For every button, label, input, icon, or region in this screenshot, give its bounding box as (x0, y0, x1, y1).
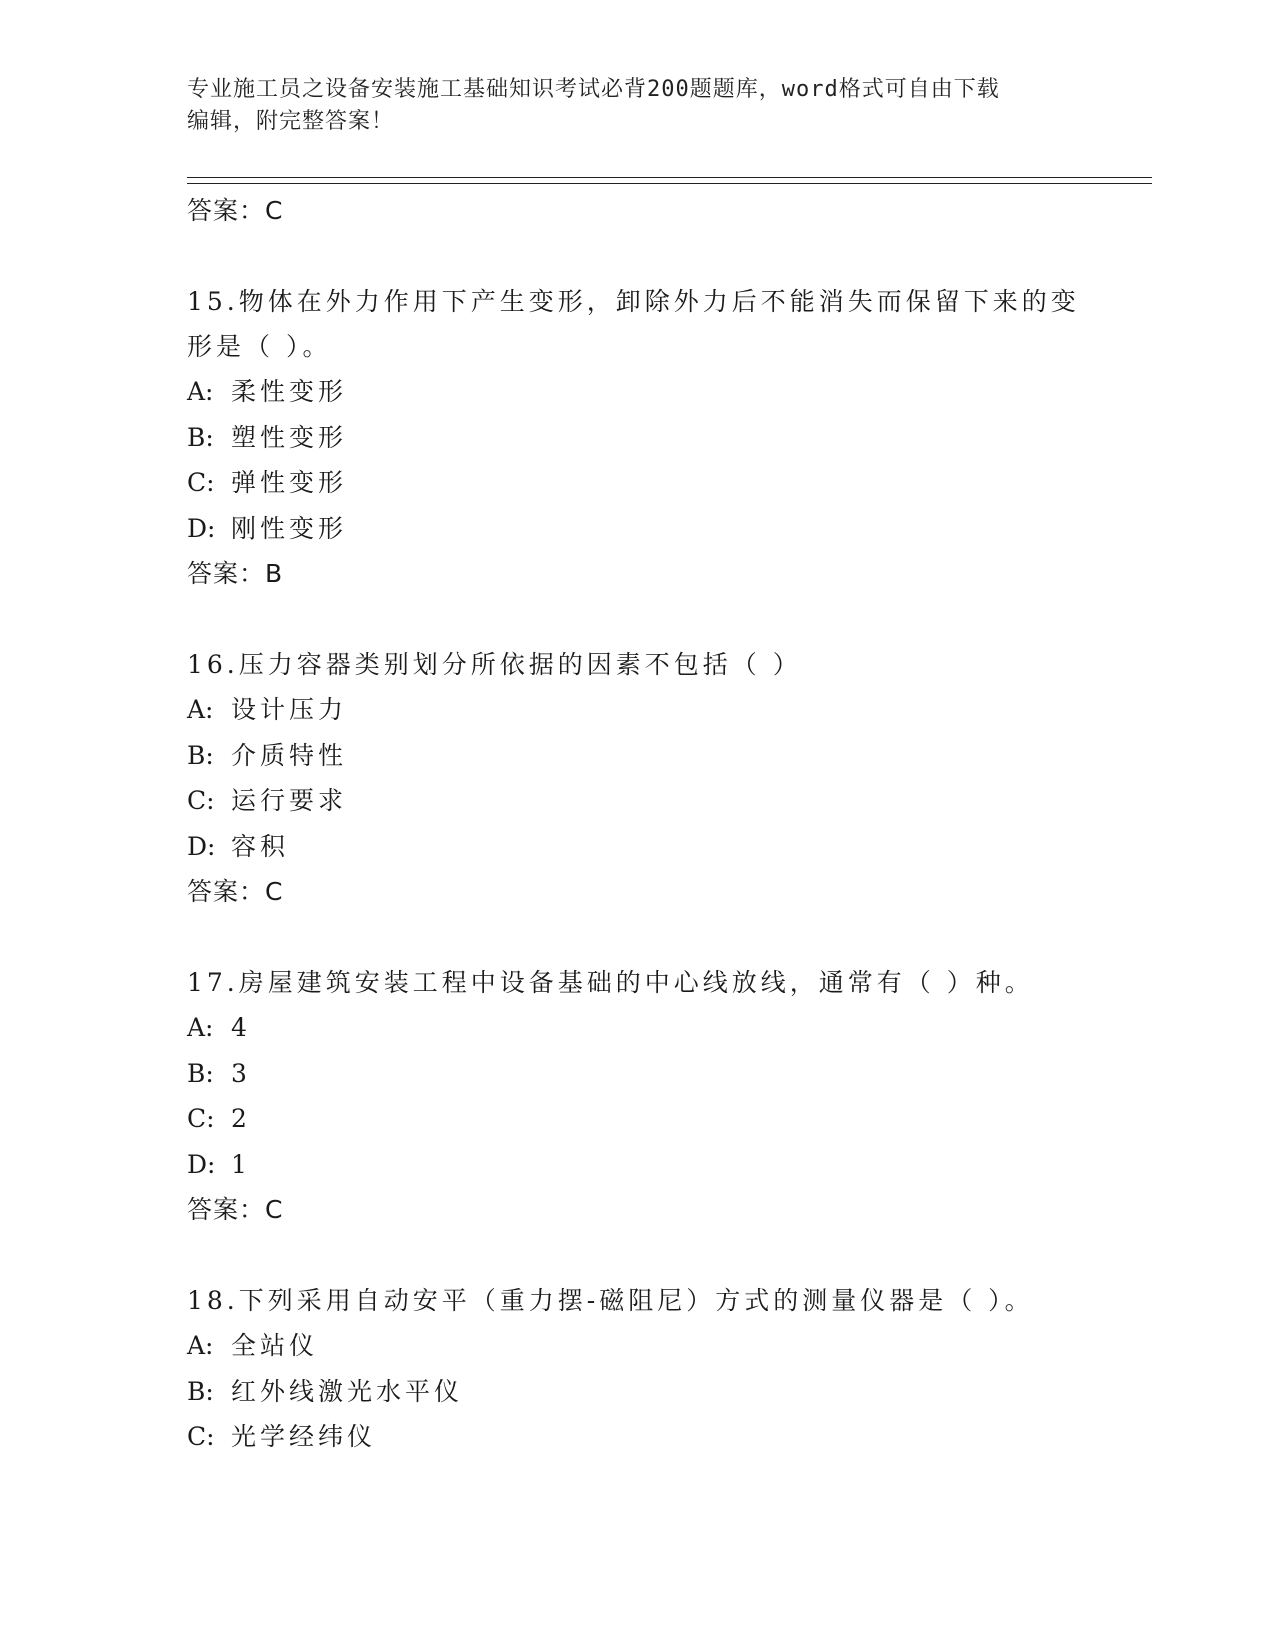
option-a: A: 设计压力 (187, 695, 348, 724)
question-15 (187, 279, 1147, 597)
option-c: C: 光学经纬仪 (187, 1422, 377, 1451)
question-stem: 16.压力容器类别划分所依据的因素不包括（ ） (187, 650, 802, 679)
option-b: B: 介质特性 (187, 740, 348, 770)
answer-line: 答案：C (187, 877, 284, 906)
option-a: A: 柔性变形 (187, 377, 348, 406)
answer-line: 答案：C (187, 1195, 284, 1224)
option-a: A: 4 (187, 1013, 251, 1042)
question-stem: 18.下列采用自动安平（重力摆-磁阻尼）方式的测量仪器是（ ）。 (187, 1286, 1034, 1315)
question-list (187, 188, 1147, 1460)
answer-line: 答案：C (187, 196, 284, 225)
header-line-1: 专业施工员之设备安装施工基础知识考试必背200题题库，word格式可自由下载 (187, 77, 1000, 102)
option-a: A: 全站仪 (187, 1331, 319, 1360)
option-d: D: 刚性变形 (187, 513, 348, 543)
header-line-2: 编辑，附完整答案！ (187, 109, 395, 134)
option-b: B: 塑性变形 (187, 422, 348, 452)
question-stem: 17.房屋建筑安装工程中设备基础的中心线放线，通常有（ ）种。 (187, 968, 1034, 997)
option-b: B: 红外线激光水平仪 (187, 1376, 464, 1406)
header-double-rule (187, 177, 1152, 184)
answer-line: 答案：B (187, 559, 284, 588)
option-c: C: 运行要求 (187, 786, 348, 815)
option-c: C: 2 (187, 1104, 251, 1133)
question-18 (187, 1278, 1147, 1460)
option-d: D: 1 (187, 1149, 251, 1179)
option-b: B: 3 (187, 1058, 251, 1088)
option-d: D: 容积 (187, 831, 290, 861)
question-16 (187, 642, 1147, 915)
option-c: C: 弹性变形 (187, 468, 348, 497)
question-17 (187, 960, 1147, 1233)
page-header (187, 74, 1067, 138)
question-stem: 15.物体在外力作用下产生变形，卸除外力后不能消失而保留下来的变 形是（ ）。 (187, 287, 1080, 361)
